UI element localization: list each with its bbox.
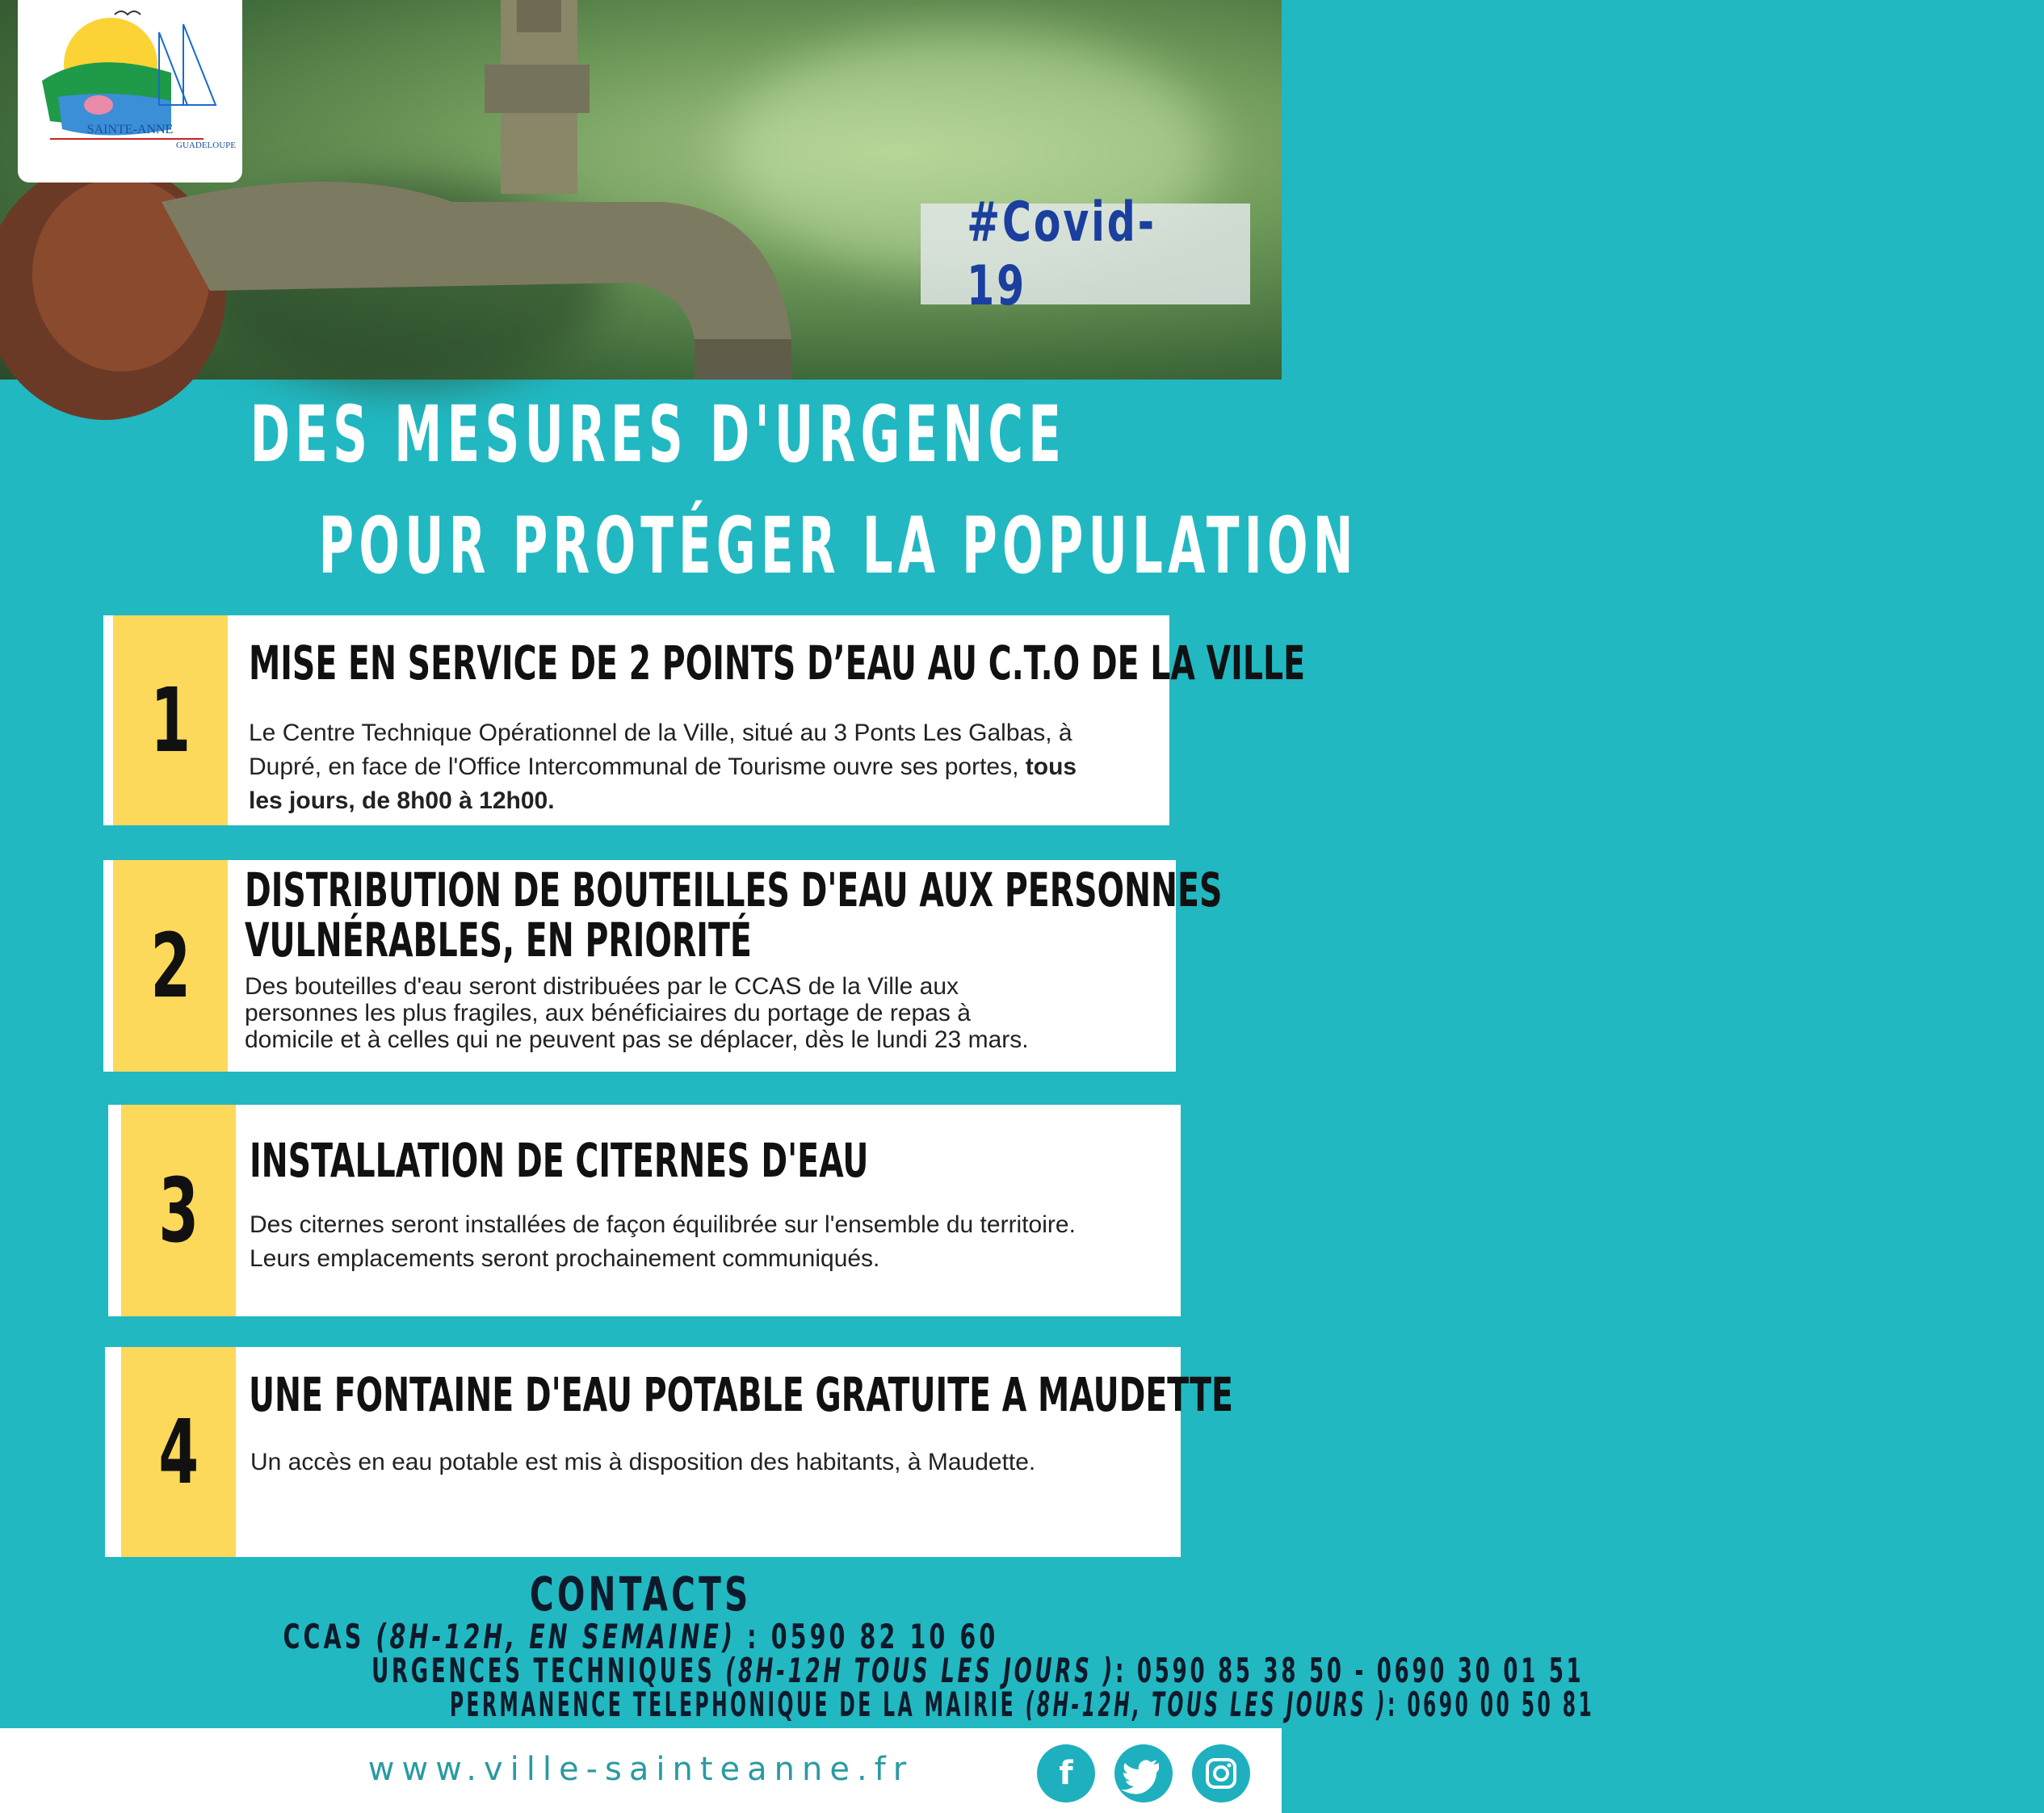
measure-body-4: Un accès en eau potable est mis à disposition des habitants, à Maudette. — [250, 1449, 1036, 1475]
instagram-icon[interactable] — [1192, 1744, 1250, 1803]
twitter-bird-glyph — [1127, 1759, 1161, 1788]
contact-ccas: CCAS (8H-12H, EN SEMAINE) : 0590 82 10 60 — [283, 1617, 999, 1656]
twitter-icon[interactable] — [1114, 1744, 1173, 1803]
measure-number-2: 2 — [113, 860, 228, 1072]
measure-card-1 — [103, 615, 1306, 825]
contacts-heading: CONTACTS — [530, 1567, 752, 1622]
instagram-camera-glyph — [1205, 1757, 1237, 1790]
measure-card-2 — [103, 860, 1223, 1072]
covid-hashtag-badge — [921, 190, 1250, 318]
measure-body-3: Des citernes seront installées de façon équilibrée sur l'ensemble du territoire. Leurs emplacements seront prochainement communiqués. — [250, 1211, 1076, 1272]
measure-title-2-line-2: VULNÉRABLES, EN PRIORITÉ — [245, 913, 752, 967]
measure-card-4 — [105, 1347, 1233, 1557]
measure-title-1: MISE EN SERVICE DE 2 POINTS D’EAU AU C.T.O DE LA VILLE — [249, 636, 1306, 690]
website-link[interactable]: www.ville-sainteanne.fr — [0, 1751, 1282, 1788]
measure-body-1: Le Centre Technique Opérationnel de la Ville, situé au 3 Ponts Les Galbas, à Dupré, en face de l'Office Intercommunal de Tourisme ouvre ses portes, tous les jours, de 8h00 à 12h00. — [249, 720, 1077, 814]
measure-number-1: 1 — [113, 615, 228, 825]
logo-emblem — [18, 0, 242, 183]
covid-hashtag-text: #Covid-19 — [967, 190, 1156, 318]
measure-number-4: 4 — [121, 1347, 236, 1557]
sainte-anne-logo — [18, 0, 242, 183]
measure-card-3 — [108, 1105, 1181, 1316]
measure-body-2: Des bouteilles d'eau seront distribuées par le CCAS de la Ville aux personnes les plus fragiles, aux bénéficiaires du portage de repas à domicile et à celles qui ne peuvent pas se déplacer, dès le lundi 23 mars. — [245, 973, 1029, 1053]
logo-subtext: GUADELOUPE — [176, 141, 236, 150]
measure-title-3: INSTALLATION DE CITERNES D'EAU — [250, 1133, 869, 1188]
headline-line-1: DES MESURES D'URGENCE — [250, 389, 1067, 480]
measure-title-4: UNE FONTAINE D'EAU POTABLE GRATUITE A MAUDETTE — [249, 1367, 1233, 1422]
measure-number-3: 3 — [121, 1105, 236, 1316]
contact-urgences-techniques: URGENCES TECHNIQUES (8H-12H TOUS LES JOURS ): 0590 85 38 50 - 0690 30 01 51 — [371, 1651, 1584, 1690]
measure-title-2-line-1: DISTRIBUTION DE BOUTEILLES D'EAU AUX PERSONNES — [245, 862, 1223, 917]
facebook-icon[interactable]: f — [1037, 1744, 1095, 1803]
logo-name: SAINTE-ANNE — [86, 123, 174, 136]
contact-permanence-mairie: PERMANENCE TELEPHONIQUE DE LA MAIRIE (8H-12H, TOUS LES JOURS ): 0690 00 50 81 — [449, 1685, 1595, 1724]
headline-line-2: POUR PROTÉGER LA POPULATION — [318, 501, 1358, 591]
